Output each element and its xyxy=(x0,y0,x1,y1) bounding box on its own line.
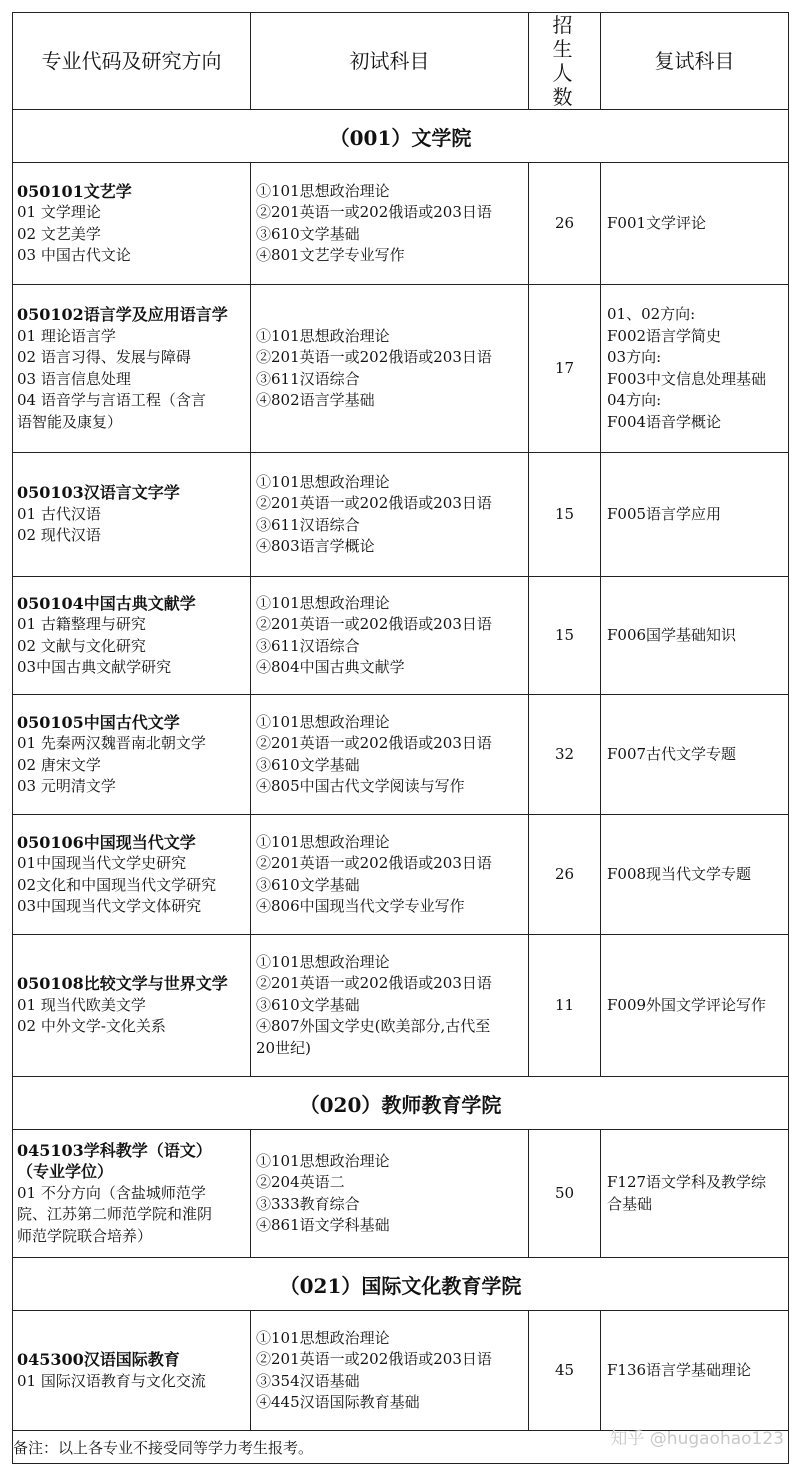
exam-subject: ①101思想政治理论 xyxy=(256,326,390,345)
retest-subjects-cell xyxy=(601,1130,789,1258)
initial-subjects-cell xyxy=(251,1311,529,1431)
retest-subjects-cell xyxy=(601,815,789,935)
research-direction: 语智能及康复） xyxy=(17,412,123,431)
program-code: 045103学科教学（语文） xyxy=(17,1140,212,1160)
program-code: 050108比较文学与世界文学 xyxy=(17,974,228,994)
research-direction: 03中国古典文献学研究 xyxy=(17,658,172,676)
exam-subject: ②201英语一或202俄语或203日语 xyxy=(256,1350,492,1368)
program-code: 050102语言学及应用语言学 xyxy=(17,305,228,324)
exam-subject: ②201英语一或202俄语或203日语 xyxy=(256,854,492,872)
program-cell xyxy=(13,1311,251,1431)
enroll-count: 15 xyxy=(529,453,601,577)
admissions-table xyxy=(12,12,789,1464)
enroll-count: 26 xyxy=(529,815,601,935)
research-direction: 师范学院联合培养） xyxy=(17,1226,153,1245)
exam-subject: ③610文学基础 xyxy=(256,224,360,243)
research-direction: 01 国际汉语教育与文化交流 xyxy=(17,1371,206,1390)
research-direction: 02 语言习得、发展与障碍 xyxy=(17,348,191,366)
retest-subject: F003中文信息处理基础 xyxy=(607,369,767,388)
enroll-count: 17 xyxy=(529,285,601,453)
program-code: 045300汉语国际教育 xyxy=(17,1350,180,1369)
section-title: （020）教师教育学院 xyxy=(13,1077,789,1130)
program-code: 050106中国现当代文学 xyxy=(17,832,196,852)
retest-subject: 合基础 xyxy=(607,1194,653,1213)
table-row xyxy=(13,285,789,453)
research-direction: 04 语音学与言语工程（含言 xyxy=(17,391,206,409)
research-direction: 03 语言信息处理 xyxy=(17,369,131,388)
section-title: （001）文学院 xyxy=(13,110,789,163)
retest-subject: F136语言学基础理论 xyxy=(607,1360,752,1379)
exam-subject: ③610文学基础 xyxy=(256,755,360,774)
exam-subject: ②204英语二 xyxy=(256,1173,345,1191)
initial-subjects-cell xyxy=(251,285,529,453)
retest-subjects-cell xyxy=(601,577,789,695)
exam-subject: ③610文学基础 xyxy=(256,995,360,1014)
retest-subject: F001文学评论 xyxy=(607,213,707,232)
enroll-count: 45 xyxy=(529,1311,601,1431)
table-row xyxy=(13,695,789,815)
table-row xyxy=(13,1130,789,1258)
retest-subject: 01、02方向: xyxy=(607,305,696,323)
header-enroll-label: 招生人数 xyxy=(552,13,577,109)
exam-subject: ②201英语一或202俄语或203日语 xyxy=(256,974,492,993)
research-direction: 01 古代汉语 xyxy=(17,504,101,523)
exam-subject: ④806中国现当代文学专业写作 xyxy=(256,897,465,915)
exam-subject: ④445汉语国际教育基础 xyxy=(256,1393,420,1411)
research-direction: 01中国现当代文学史研究 xyxy=(17,854,187,872)
enroll-count: 32 xyxy=(529,695,601,815)
exam-subject: ④803语言学概论 xyxy=(256,537,375,555)
research-direction: 02 现代汉语 xyxy=(17,526,101,545)
initial-subjects-cell xyxy=(251,453,529,577)
enroll-count: 15 xyxy=(529,577,601,695)
exam-subject: ①101思想政治理论 xyxy=(256,832,390,851)
exam-subject: ③611汉语综合 xyxy=(256,515,360,534)
exam-subject: ④805中国古代文学阅读与写作 xyxy=(256,777,465,795)
exam-subject: ③611汉语综合 xyxy=(256,369,360,388)
program-cell xyxy=(13,815,251,935)
header-row xyxy=(13,13,789,110)
exam-subject: ③610文学基础 xyxy=(256,875,360,894)
section-row xyxy=(13,110,789,163)
initial-subjects-cell xyxy=(251,695,529,815)
retest-subjects-cell xyxy=(601,935,789,1077)
exam-subject: ①101思想政治理论 xyxy=(256,952,390,971)
header-retest-subjects: 复试科目 xyxy=(601,13,789,110)
research-direction: 02 唐宋文学 xyxy=(17,755,101,774)
research-direction: 01 理论语言学 xyxy=(17,326,116,345)
exam-subject: ②201英语一或202俄语或203日语 xyxy=(256,494,492,512)
enroll-count: 26 xyxy=(529,163,601,285)
exam-subject: 20世纪) xyxy=(256,1038,311,1057)
exam-subject: ①101思想政治理论 xyxy=(256,181,390,200)
program-cell xyxy=(13,163,251,285)
table-row xyxy=(13,453,789,577)
exam-subject: ③354汉语基础 xyxy=(256,1371,360,1390)
research-direction: 02 中外文学-文化关系 xyxy=(17,1017,166,1036)
research-direction: 01 不分方向（含盐城师范学 xyxy=(17,1183,206,1202)
exam-subject: ①101思想政治理论 xyxy=(256,593,390,612)
program-degree-type: （专业学位） xyxy=(17,1162,114,1182)
retest-subjects-cell xyxy=(601,1311,789,1431)
exam-subject: ②201英语一或202俄语或203日语 xyxy=(256,348,492,366)
retest-subject: F007古代文学专题 xyxy=(607,744,737,763)
initial-subjects-cell xyxy=(251,935,529,1077)
research-direction: 01 现当代欧美文学 xyxy=(17,995,146,1014)
section-row xyxy=(13,1077,789,1130)
retest-subjects-cell xyxy=(601,163,789,285)
header-enroll xyxy=(529,13,601,110)
exam-subject: ④861语文学科基础 xyxy=(256,1216,390,1234)
program-cell xyxy=(13,935,251,1077)
initial-subjects-cell xyxy=(251,163,529,285)
research-direction: 03 中国古代文论 xyxy=(17,246,131,264)
exam-subject: ④807外国文学史(欧美部分,古代至 xyxy=(256,1017,491,1036)
header-initial-subjects: 初试科目 xyxy=(251,13,529,110)
retest-subject: F009外国文学评论写作 xyxy=(607,995,767,1014)
retest-subject: 03方向: xyxy=(607,348,662,366)
retest-subject: 04方向: xyxy=(607,391,662,409)
exam-subject: ②201英语一或202俄语或203日语 xyxy=(256,203,492,221)
initial-subjects-cell xyxy=(251,577,529,695)
retest-subjects-cell xyxy=(601,453,789,577)
exam-subject: ④801文艺学专业写作 xyxy=(256,246,405,264)
exam-subject: ①101思想政治理论 xyxy=(256,712,390,731)
section-title: （021）国际文化教育学院 xyxy=(13,1258,789,1311)
initial-subjects-cell xyxy=(251,1130,529,1258)
enroll-count: 11 xyxy=(529,935,601,1077)
program-code: 050101文艺学 xyxy=(17,181,132,201)
program-code: 050104中国古典文献学 xyxy=(17,593,196,613)
program-cell xyxy=(13,453,251,577)
header-program: 专业代码及研究方向 xyxy=(13,13,251,110)
retest-subjects-cell xyxy=(601,285,789,453)
research-direction: 03中国现当代文学文体研究 xyxy=(17,897,202,915)
retest-subject: F006国学基础知识 xyxy=(607,625,737,644)
retest-subject: F005语言学应用 xyxy=(607,504,722,523)
program-code: 050103汉语言文字学 xyxy=(17,483,180,503)
watermark: 知乎 @hugaohao123 xyxy=(610,1429,784,1449)
program-code: 050105中国古代文学 xyxy=(17,712,180,732)
program-cell xyxy=(13,1130,251,1258)
retest-subject: F008现当代文学专题 xyxy=(607,864,752,883)
table-row xyxy=(13,935,789,1077)
exam-subject: ④802语言学基础 xyxy=(256,391,375,409)
research-direction: 03 元明清文学 xyxy=(17,777,116,795)
retest-subject: F004语音学概论 xyxy=(607,412,722,431)
exam-subject: ①101思想政治理论 xyxy=(256,1328,390,1347)
research-direction: 院、江苏第二师范学院和淮阴 xyxy=(17,1205,213,1224)
initial-subjects-cell xyxy=(251,815,529,935)
exam-subject: ②201英语一或202俄语或203日语 xyxy=(256,615,492,633)
exam-subject: ①101思想政治理论 xyxy=(256,1151,390,1170)
retest-subject: F127语文学科及教学综 xyxy=(607,1173,767,1191)
research-direction: 02文化和中国现当代文学研究 xyxy=(17,875,217,894)
program-cell xyxy=(13,285,251,453)
table-body xyxy=(13,110,789,1431)
enroll-count: 50 xyxy=(529,1130,601,1258)
table-row xyxy=(13,815,789,935)
research-direction: 01 先秦两汉魏晋南北朝文学 xyxy=(17,734,206,752)
exam-subject: ③611汉语综合 xyxy=(256,636,360,655)
exam-subject: ④804中国古典文献学 xyxy=(256,658,405,676)
retest-subjects-cell xyxy=(601,695,789,815)
program-cell xyxy=(13,577,251,695)
retest-subject: F002语言学简史 xyxy=(607,326,722,345)
research-direction: 02 文艺美学 xyxy=(17,224,101,243)
table-row xyxy=(13,1311,789,1431)
section-row xyxy=(13,1258,789,1311)
research-direction: 02 文献与文化研究 xyxy=(17,636,146,655)
exam-subject: ③333教育综合 xyxy=(256,1194,360,1213)
research-direction: 01 文学理论 xyxy=(17,203,101,221)
program-cell xyxy=(13,695,251,815)
table-row xyxy=(13,163,789,285)
exam-subject: ②201英语一或202俄语或203日语 xyxy=(256,734,492,752)
exam-subject: ①101思想政治理论 xyxy=(256,472,390,491)
table-row xyxy=(13,577,789,695)
research-direction: 01 古籍整理与研究 xyxy=(17,615,146,633)
note-text: 备注：以上各专业不接受同等学力考生报考。 xyxy=(13,1431,789,1464)
